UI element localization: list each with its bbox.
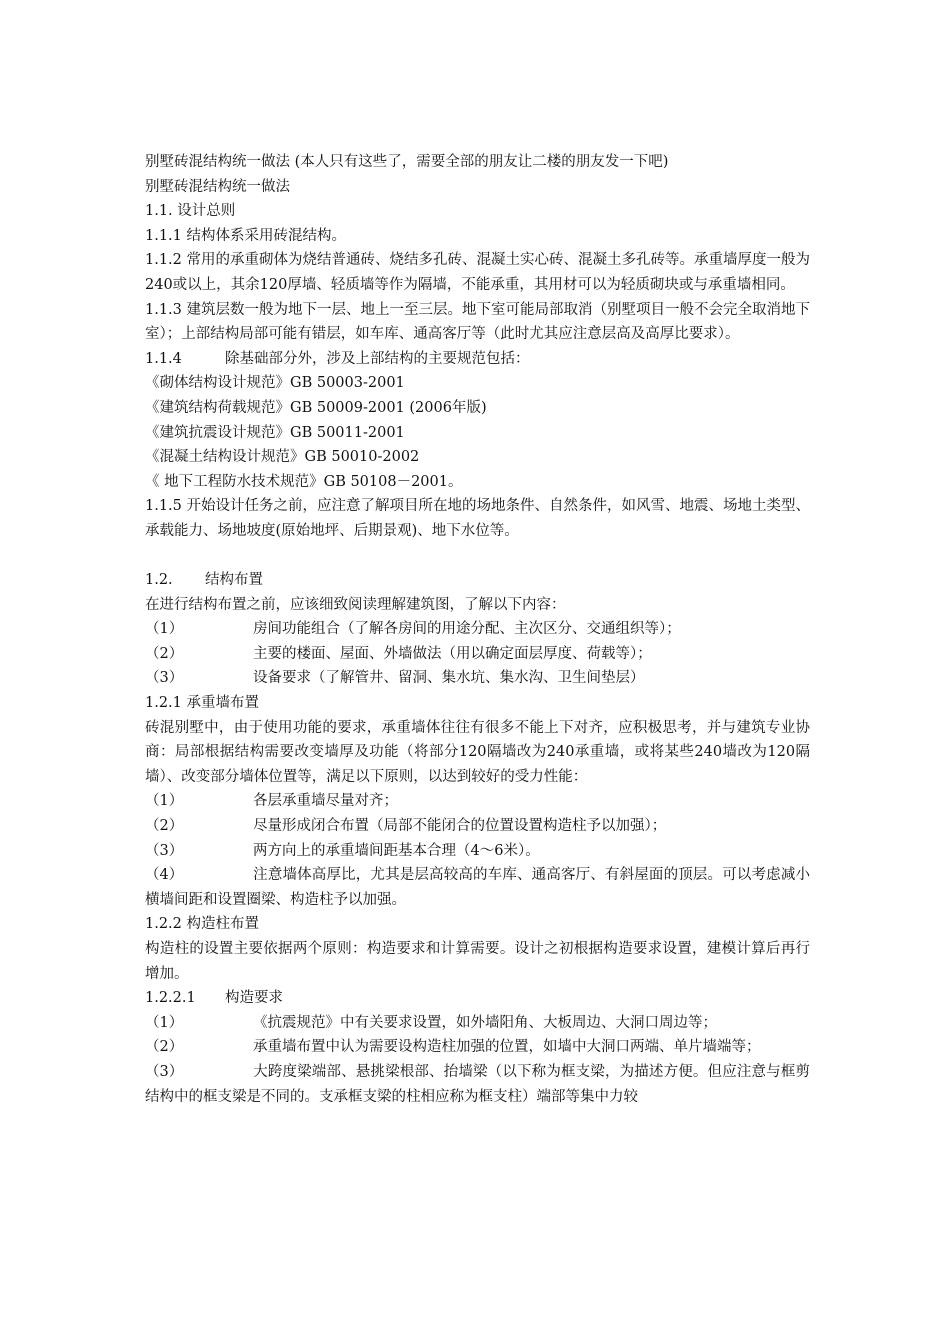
list-text: 承重墙布置中认为需要设构造柱加强的位置，如墙中大洞口两端、单片墙端等； bbox=[253, 1039, 761, 1056]
list-number: （4） bbox=[145, 867, 184, 884]
list-item bbox=[145, 642, 810, 667]
list-text: 两方向上的承重墙间距基本合理（4～6米）。 bbox=[253, 842, 540, 859]
code-reference: 《砌体结构设计规范》GB 50003-2001 bbox=[145, 375, 405, 392]
section-1-2-1-heading: 1.2.1 承重墙布置 bbox=[145, 695, 260, 712]
list-item bbox=[145, 839, 810, 864]
code-reference: 《 地下工程防水技术规范》GB 50108－2001。 bbox=[145, 473, 463, 490]
list-number: （3） bbox=[145, 842, 184, 859]
list-text: 尽量形成闭合布置（局部不能闭合的位置设置构造柱予以加强）； bbox=[253, 818, 667, 835]
section-1-2-2-heading: 1.2.2 构造柱布置 bbox=[145, 916, 260, 933]
document-title: 别墅砖混结构统一做法 bbox=[145, 178, 290, 195]
document-body bbox=[145, 150, 810, 1109]
list-text: 各层承重墙尽量对齐； bbox=[253, 793, 398, 810]
list-number: （1） bbox=[145, 621, 184, 638]
section-1-1-heading: 1.1. 设计总则 bbox=[145, 203, 236, 220]
list-item bbox=[145, 1035, 810, 1060]
section-title: 结构布置 bbox=[205, 572, 263, 589]
list-number: （3） bbox=[145, 670, 184, 687]
list-number: （3） bbox=[145, 1063, 184, 1080]
section-1-2-1-intro: 砖混别墅中，由于使用功能的要求，承重墙体往往有很多不能上下对齐，应积极思考，并与建筑专业协商：局部根据结构需要改变墙厚及功能（将部分120隔墙改为240承重墙，或将某些240墙改为120隔墙）、改变部分墙体位置等，满足以下原则，以达到较好的受力性能： bbox=[145, 719, 810, 785]
list-number: （2） bbox=[145, 818, 184, 835]
section-title: 构造要求 bbox=[225, 990, 283, 1007]
code-reference: 《建筑抗震设计规范》GB 50011-2001 bbox=[145, 424, 405, 441]
list-text: 主要的楼面、屋面、外墙做法（用以确定面层厚度、荷载等）； bbox=[253, 645, 652, 662]
clause-1-1-3: 1.1.3 建筑层数一般为地下一层、地上一至三层。地下室可能局部取消（别墅项目一般不会完全取消地下室）；上部结构局部可能有错层，如车库、通高客厅等（此时尤其应注意层高及高厚比要求）。 bbox=[145, 301, 810, 343]
list-number: （1） bbox=[145, 1014, 184, 1031]
list-item bbox=[145, 666, 810, 691]
clause-1-1-2: 1.1.2 常用的承重砌体为烧结普通砖、烧结多孔砖、混凝土实心砖、混凝土多孔砖等。承重墙厚度一般为240或以上，其余120厚墙、轻质墙等作为隔墙，不能承重，其用材可以为轻质砌块或与承重墙相同。 bbox=[145, 252, 810, 293]
code-reference: 《建筑结构荷载规范》GB 50009-2001 (2006年版) bbox=[145, 399, 487, 416]
list-item bbox=[145, 617, 810, 642]
clause-text: 除基础部分外，涉及上部结构的主要规范包括： bbox=[225, 350, 530, 367]
list-number: （1） bbox=[145, 793, 184, 810]
list-text: 设备要求（了解管井、留洞、集水坑、集水沟、卫生间垫层） bbox=[253, 670, 645, 687]
clause-1-1-1: 1.1.1 结构体系采用砖混结构。 bbox=[145, 227, 347, 244]
section-number: 1.2.2.1 bbox=[145, 990, 196, 1007]
section-number: 1.2. bbox=[145, 572, 173, 589]
section-1-2-intro: 在进行结构布置之前，应该细致阅读理解建筑图，了解以下内容： bbox=[145, 596, 566, 613]
list-number: （2） bbox=[145, 1039, 184, 1056]
list-item bbox=[145, 863, 810, 912]
list-item bbox=[145, 814, 810, 839]
section-1-2-2-intro: 构造柱的设置主要依据两个原则：构造要求和计算需要。设计之初根据构造要求设置，建模计算后再行增加。 bbox=[145, 941, 810, 982]
list-item bbox=[145, 1011, 810, 1036]
clause-number: 1.1.4 bbox=[145, 350, 182, 367]
list-item bbox=[145, 789, 810, 814]
list-text: 大跨度梁端部、悬挑梁根部、抬墙梁（以下称为框支梁，为描述方便。但应注意与框剪结构中的框支梁是不同的。支承框支梁的柱相应称为框支柱）端部等集中力较 bbox=[145, 1063, 810, 1105]
headline: 别墅砖混结构统一做法 (本人只有这些了，需要全部的朋友让二楼的朋友发一下吧) bbox=[145, 154, 669, 170]
list-number: （2） bbox=[145, 645, 184, 662]
list-item bbox=[145, 1060, 810, 1109]
list-text: 注意墙体高厚比，尤其是层高较高的车库、通高客厅、有斜屋面的顶层。可以考虑减小横墙间距和设置圈梁、构造柱予以加强。 bbox=[145, 867, 810, 908]
list-text: 房间功能组合（了解各房间的用途分配、主次区分、交通组织等）； bbox=[253, 621, 681, 638]
section-1-2-2-1-heading bbox=[145, 986, 810, 1011]
clause-1-1-4 bbox=[145, 347, 810, 372]
section-1-2-heading bbox=[145, 568, 810, 593]
list-text: 《抗震规范》中有关要求设置，如外墙阳角、大板周边、大洞口周边等； bbox=[253, 1014, 717, 1031]
blank-line bbox=[145, 544, 810, 569]
clause-1-1-5: 1.1.5 开始设计任务之前，应注意了解项目所在地的场地条件、自然条件，如风雪、地震、场地土类型、承载能力、场地坡度(原始地坪、后期景观)、地下水位等。 bbox=[145, 498, 810, 539]
code-reference: 《混凝土结构设计规范》GB 50010-2002 bbox=[145, 449, 420, 466]
